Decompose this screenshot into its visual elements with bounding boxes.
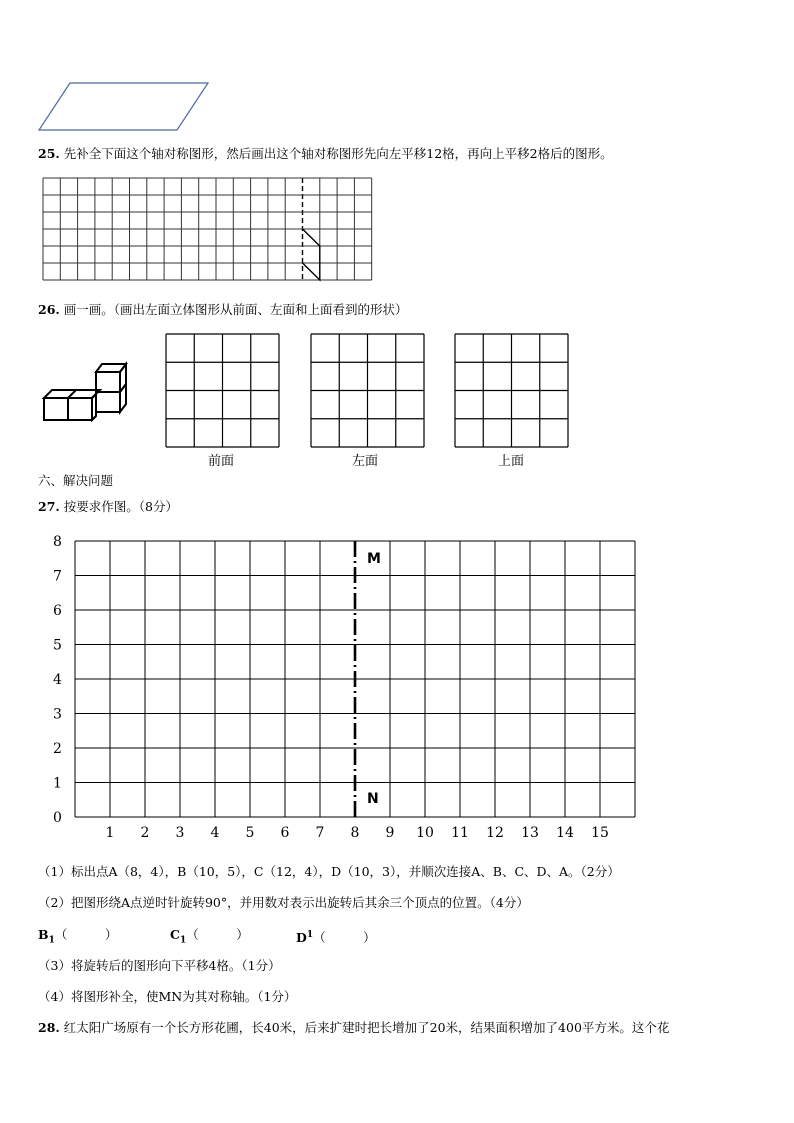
- x-tick-label: 15: [591, 825, 609, 841]
- answer-blank[interactable]: （ ）: [186, 927, 249, 942]
- q27-sub2: （2）把图形绕A点逆时针旋转90°，并用数对表示出旋转后其余三个顶点的位置。（4分）: [38, 895, 529, 910]
- y-tick-label: 6: [53, 603, 62, 619]
- y-tick-label: 1: [53, 775, 62, 792]
- answer-label: C: [170, 927, 180, 942]
- axis-label-n: N: [367, 791, 379, 807]
- answer-blank[interactable]: （ ）: [313, 930, 376, 946]
- q27-sub1: （1）标出点A（8，4），B（10，5），C（12，4），D（10，3），并顺次连接A、B、C、D、A。（2分）: [38, 864, 620, 879]
- x-tick-label: 11: [451, 825, 469, 841]
- x-tick-label: 12: [486, 825, 504, 841]
- x-tick-label: 1: [105, 825, 115, 841]
- x-tick-label: 7: [315, 825, 325, 841]
- question-text: 按要求作图。（8分）: [63, 499, 178, 514]
- view-label-top: 上面: [498, 454, 525, 469]
- question-25: [38, 146, 613, 162]
- answer-b1: [38, 927, 117, 949]
- coordinate-grid: [40, 530, 650, 845]
- x-tick-label: 10: [416, 825, 434, 841]
- section-title: 六、解决问题: [38, 473, 114, 488]
- x-tick-label: 5: [245, 825, 255, 841]
- question-28: [38, 1020, 669, 1036]
- answer-superscript: 1: [306, 930, 314, 940]
- answer-subscript: 1: [179, 935, 187, 946]
- front-view-grid: [166, 334, 280, 448]
- x-tick-label: 8: [350, 825, 360, 841]
- y-tick-label: 4: [53, 672, 62, 688]
- question-text: 先补全下面这个轴对称图形，然后画出这个轴对称图形先向左平移12格，再向上平移2格后的图形。: [63, 146, 613, 161]
- answer-blank[interactable]: （ ）: [54, 927, 118, 942]
- left-view-grid: [311, 334, 425, 448]
- answer-d1: [296, 927, 376, 946]
- x-tick-label: 6: [280, 825, 290, 841]
- question-text: 红太阳广场原有一个长方形花圃，长40米，后来扩建时把长增加了20米，结果面积增加了400平方米。这个花: [63, 1020, 670, 1035]
- question-number: 26.: [38, 302, 60, 317]
- answer-c1: [170, 927, 249, 949]
- question-number: 28.: [38, 1020, 60, 1035]
- parallelogram-figure: [38, 82, 210, 132]
- x-tick-label: 9: [385, 825, 395, 841]
- x-tick-label: 14: [556, 825, 574, 841]
- y-tick-label: 5: [53, 637, 62, 654]
- question-26: [38, 302, 408, 318]
- y-tick-label: 8: [53, 534, 62, 550]
- question-27: [38, 499, 178, 515]
- answer-subscript: 1: [48, 935, 55, 946]
- view-label-front: 前面: [208, 454, 235, 469]
- q25-grid: [43, 178, 373, 282]
- x-tick-label: 3: [175, 825, 185, 841]
- answer-label: B: [38, 927, 49, 942]
- x-tick-label: 2: [140, 825, 150, 841]
- y-tick-label: 0: [53, 810, 62, 826]
- view-label-left: 左面: [352, 454, 379, 469]
- answer-label: D: [296, 930, 307, 946]
- q27-sub4: （4）将图形补全，使MN为其对称轴。（1分）: [38, 989, 297, 1004]
- cube-solid-figure: [40, 356, 132, 426]
- half-figure: [303, 229, 320, 280]
- q27-sub3: （3）将旋转后的图形向下平移4格。（1分）: [38, 958, 281, 973]
- top-view-grid: [455, 334, 569, 448]
- x-tick-label: 4: [210, 825, 220, 841]
- y-tick-label: 3: [53, 706, 62, 723]
- question-number: 25.: [38, 146, 60, 161]
- axis-label-m: M: [367, 551, 381, 567]
- x-tick-label: 13: [521, 825, 539, 841]
- question-number: 27.: [38, 499, 60, 514]
- y-tick-label: 2: [53, 741, 62, 757]
- question-text: 画一画。（画出左面立体图形从前面、左面和上面看到的形状）: [63, 302, 408, 317]
- y-tick-label: 7: [53, 568, 62, 585]
